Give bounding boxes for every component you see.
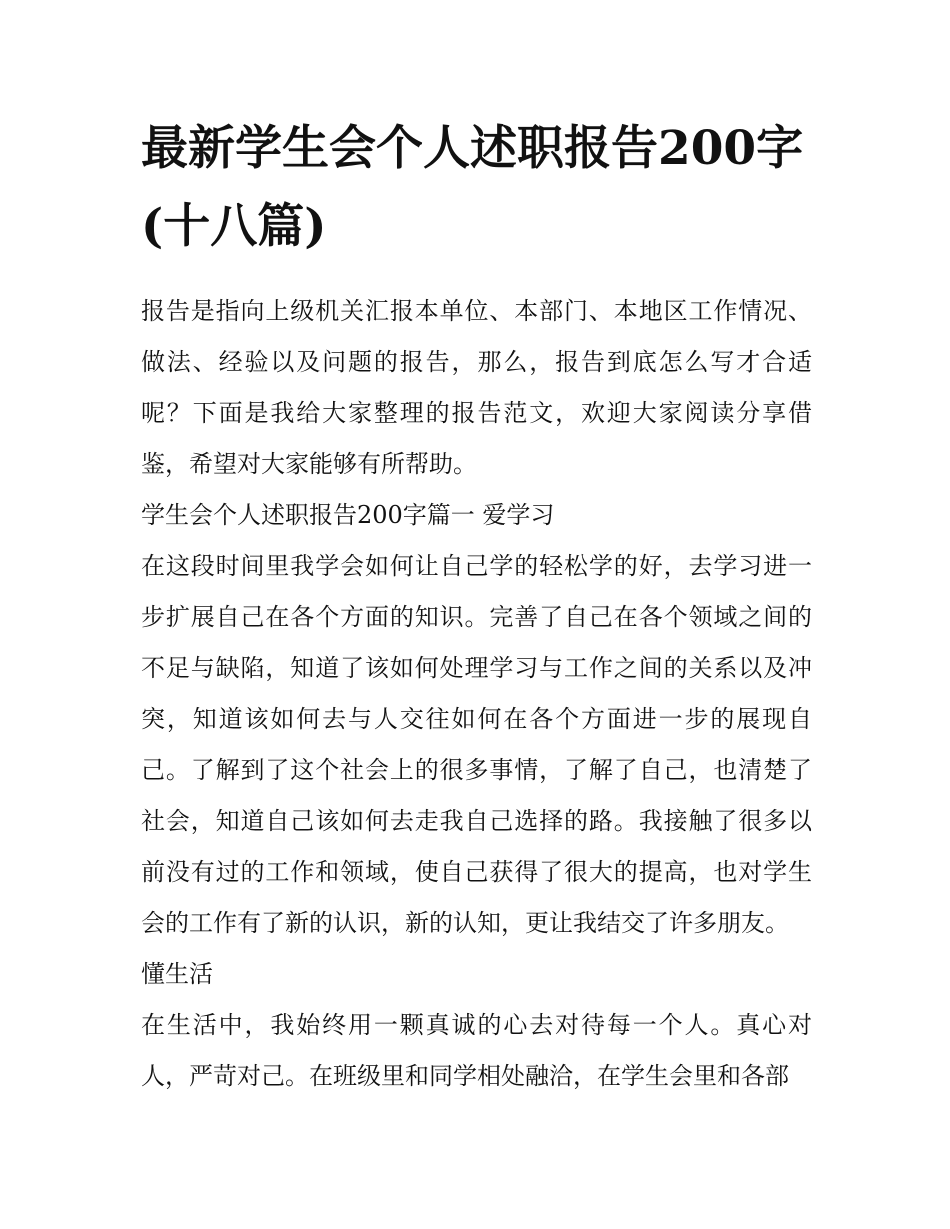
body-paragraph: 在生活中，我始终用一颗真诚的心去对待每一个人。真心对人，严苛对己。在班级里和同学相处融洽，在学生会里和各部 [141,1011,812,1090]
document-title: 最新学生会个人述职报告200字(十八篇) [141,121,804,254]
section-heading: 学生会个人述职报告200字篇一 爱学习 [141,501,555,529]
intro-paragraph: 报告是指向上级机关汇报本单位、本部门、本地区工作情况、做法、经验以及问题的报告，那么，报告到底怎么写才合适呢？下面是我给大家整理的报告范文，欢迎大家阅读分享借鉴，希望对大家能够有所帮助。 [141,297,812,478]
document-body [141,286,812,1102]
body-paragraph: 在这段时间里我学会如何让自己学的轻松学的好，去学习进一步扩展自己在各个方面的知识。完善了自己在各个领域之间的不足与缺陷，知道了该如何处理学习与工作之间的关系以及冲突，知道该如何去与人交往如何在各个方面进一步的展现自己。了解到了这个社会上的很多事情，了解了自己，也清楚了社会，知道自己该如何去走我自己选择的路。我接触了很多以前没有过的工作和领域，使自己获得了很大的提高，也对学生会的工作有了新的认识，新的认知，更让我结交了许多朋友。 [141,552,812,937]
subsection-heading: 懂生活 [141,960,213,988]
